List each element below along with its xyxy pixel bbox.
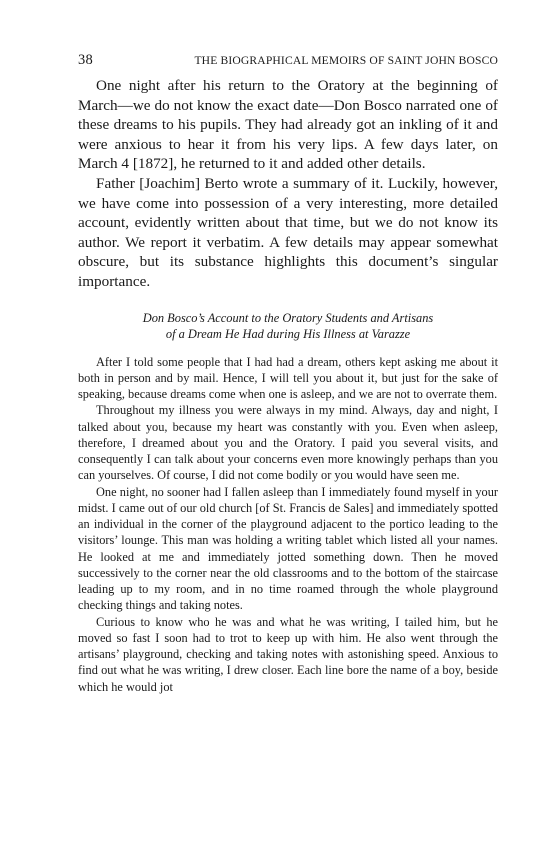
section-title-line: of a Dream He Had during His Illness at Varazze	[165, 326, 411, 341]
section-title	[78, 310, 498, 342]
page-number: 38	[78, 52, 93, 68]
paragraph: Throughout my illness you were always in my mind. Always, day and night, I talked about you, because my heart was constantly with you. Even when asleep, therefore, I dreamed about you and the Oratory. I paid you several visits, and consequently I can talk about your concerns even more knowingly perhaps than you can yourselves. Of course, I did not come bodily or you would have seen me.	[78, 403, 498, 483]
section-title-line: Don Bosco’s Account to the Oratory Students and Artisans	[142, 310, 434, 325]
paragraph: Father [Joachim] Berto wrote a summary of it. Luckily, however, we have come into possession of a very interesting, more detailed account, evidently written about that time, but we do not know its author. We report it verbatim. A few details may appear somewhat obscure, but its substance highlights this document’s singular importance.	[78, 174, 498, 290]
paragraph: One night, no sooner had I fallen asleep than I immediately found myself in your midst. I came out of our old church [of St. Francis de Sales] and immediately spotted an individual in the corner of the playground adjacent to the portico leading to the visitors’ lounge. This man was holding a writing tablet which listed all your names. He looked at me and immediately jotted something down. Then he moved successively to the corner near the old classrooms and to the bottom of the staircase leading up to my room, and in no time roamed through the whole playground checking things and taking notes.	[78, 484, 498, 613]
account-text	[78, 354, 498, 695]
book-page	[78, 52, 498, 695]
page-header	[78, 52, 498, 70]
paragraph: Curious to know who he was and what he was writing, I tailed him, but he moved so fast I soon had to trot to keep up with him. He also went through the artisans’ playground, checking and taking notes with astonishing speed. Anxious to find out what he was writing, I drew closer. Each line bore the name of a boy, beside which he would jot	[78, 614, 498, 694]
running-head: THE BIOGRAPHICAL MEMOIRS OF SAINT JOHN BOSCO	[194, 54, 498, 67]
paragraph: After I told some people that I had had a dream, others kept asking me about it both in person and by mail. Hence, I will tell you about it, but just for the sake of speaking, because dreams come when one is asleep, and we are not to overrate them.	[78, 354, 498, 402]
intro-text	[78, 76, 498, 292]
paragraph: One night after his return to the Oratory at the beginning of March—we do not know the exact date—Don Bosco narrated one of these dreams to his pupils. They had already got an inkling of it and were anxious to hear it from his very lips. A few days later, on March 4 [1872], he returned to it and added other details.	[78, 77, 498, 173]
